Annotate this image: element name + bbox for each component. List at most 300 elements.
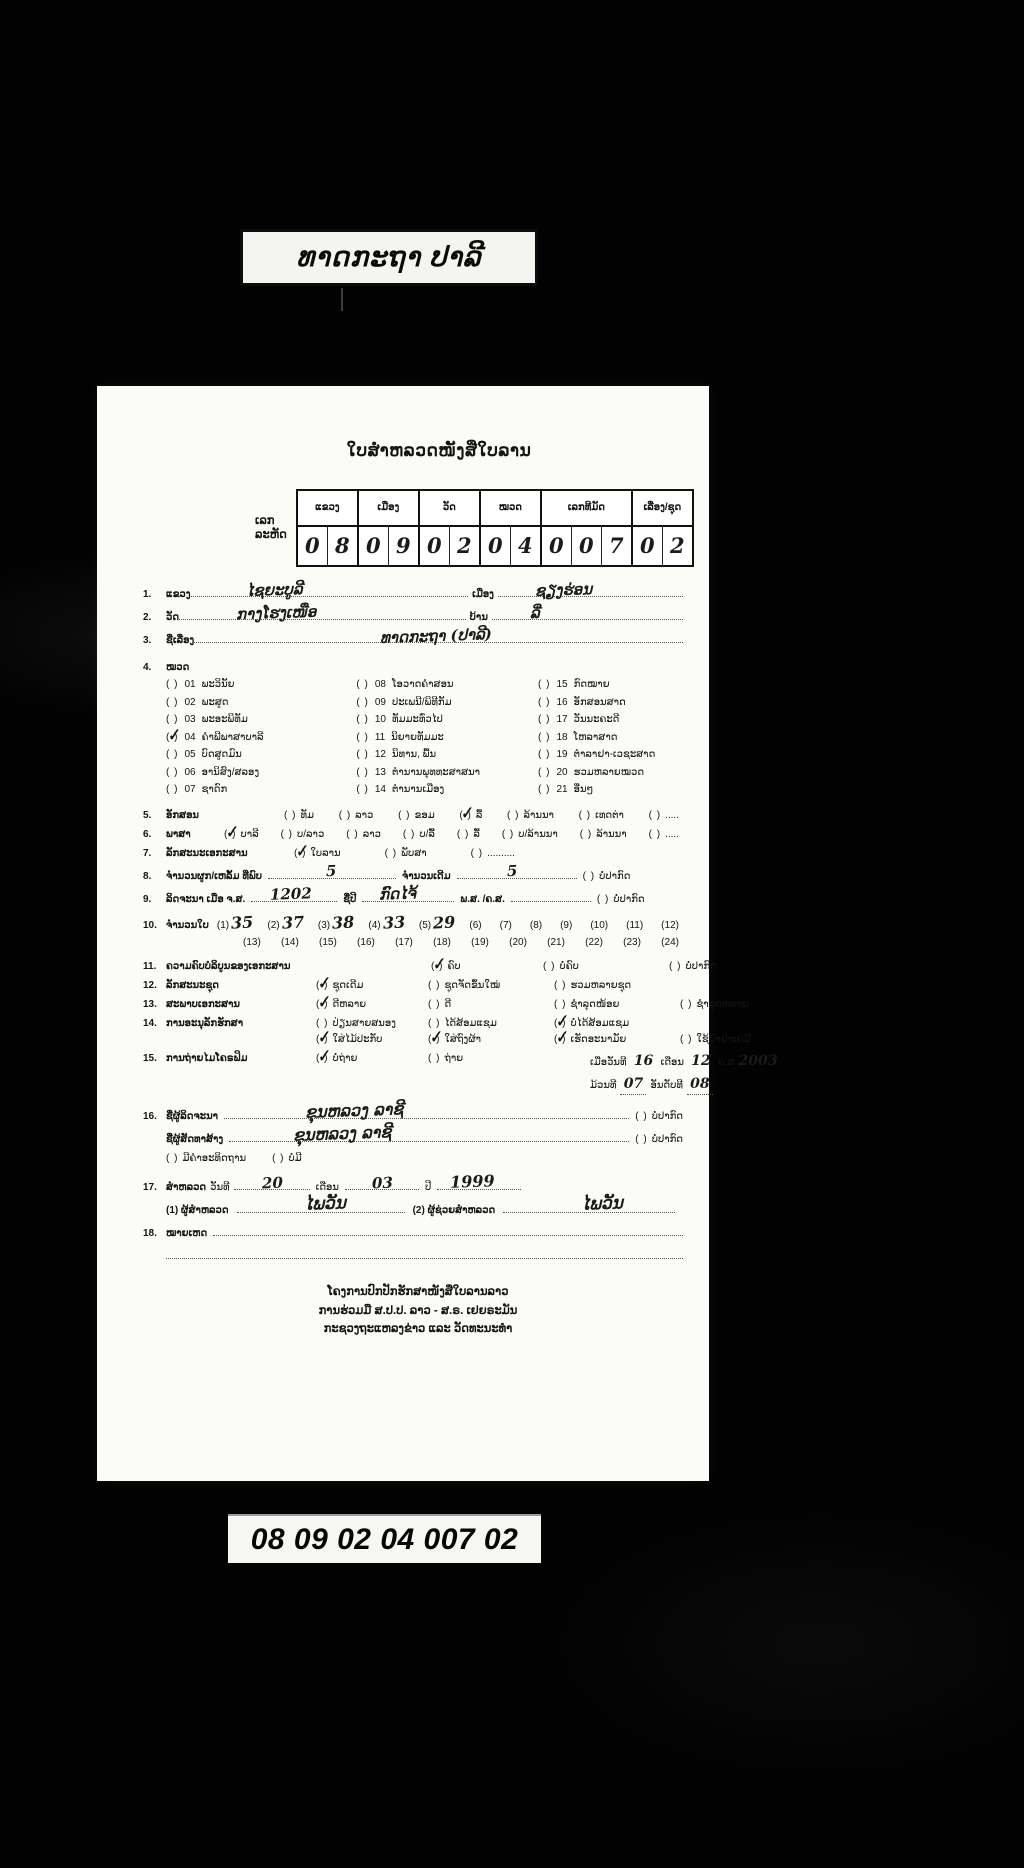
category-label: ພະອະພິທັມ (201, 714, 248, 726)
leaf-slot-number: (20) (509, 936, 527, 948)
leaf-slot-number: (2) (267, 919, 280, 931)
checkbox-option (166, 1153, 246, 1166)
leaf-slot (217, 913, 254, 933)
code-column (542, 491, 633, 565)
surveyor-label: (1) ຜູ້ສຳຫລວດ (166, 1205, 229, 1217)
date-written-label: ລິດຈະນາ ເມື່ອ ຈ.ສ. (166, 893, 246, 905)
checkbox-option (294, 848, 341, 861)
province-label: ແຂວງ (166, 589, 191, 601)
checkbox-checked (459, 810, 471, 823)
leaf-count-label: ຈຳນວນໃບ (166, 919, 209, 931)
checkbox (356, 784, 368, 797)
era-year-field (511, 890, 591, 902)
leaf-slot (500, 920, 516, 933)
code-table (296, 489, 694, 567)
leaf-count-handwritten: 38 (331, 912, 355, 933)
checkbox-option (431, 961, 543, 974)
temple-field (179, 602, 466, 623)
option-label: ໄດ້ສ້ອມແຊມ (444, 1018, 497, 1030)
form-line-4-header (143, 662, 683, 675)
category-label: ຮວມຫລາຍໝວດ (573, 766, 645, 778)
code-column (420, 491, 481, 565)
checkbox (356, 679, 368, 692)
line-number: 9. (143, 893, 152, 905)
checkbox (398, 810, 410, 823)
leaf-slot (243, 937, 265, 950)
checkbox-checked (431, 961, 443, 974)
leaf-slot-number: (14) (281, 936, 299, 948)
category-option (356, 679, 538, 692)
checkbox-option (339, 810, 374, 823)
category-option (538, 679, 683, 692)
top-title-label (240, 229, 538, 286)
code-digit: 2 (670, 533, 685, 559)
checkbox-option (428, 999, 554, 1012)
option-label: ບໍ່ປາກົດ (651, 1110, 683, 1122)
leaf-slot-number: (17) (395, 936, 413, 948)
preservation-options-row-1 (316, 1018, 680, 1031)
leaf-slot-number: (23) (623, 936, 641, 948)
checkbox-option (224, 829, 259, 842)
option-label: ..... (665, 828, 679, 840)
line-number: 3. (143, 635, 152, 647)
temple-handwritten: ກາງໂຮງເໜືອ (236, 602, 317, 623)
film-month-handwritten: 12 (691, 1052, 711, 1069)
province-field (191, 579, 469, 600)
checkbox (428, 980, 440, 993)
checkbox-option (398, 810, 435, 823)
leaf-slot-number: (7) (499, 919, 512, 931)
category-column-1 (166, 679, 356, 802)
code-digit-row (298, 527, 357, 565)
category-grid (166, 679, 683, 802)
category-option (356, 767, 538, 780)
option-label: ..... (665, 809, 679, 821)
checkbox (583, 871, 595, 884)
survey-year-handwritten: 1999 (449, 1171, 495, 1193)
leaf-slot (395, 937, 417, 950)
leaf-slot-number: (10) (590, 919, 609, 931)
code-column (359, 491, 420, 565)
checkbox (538, 697, 550, 710)
category-option (166, 784, 356, 797)
checkbox-option (316, 999, 428, 1012)
category-code: 12 (374, 749, 386, 761)
checkbox (635, 1111, 647, 1124)
option-label: ຊຸດຈັດຂຶ້ນໃໝ່ (444, 980, 501, 992)
leaf-slot-number: (16) (357, 936, 375, 948)
category-option (356, 714, 538, 727)
checkbox (428, 999, 440, 1012)
code-digit-row (481, 527, 540, 565)
leaf-slot (560, 920, 576, 933)
category-option (538, 697, 683, 710)
checkbox-checked (316, 1053, 328, 1066)
form-line-11 (143, 961, 717, 974)
category-code: 03 (184, 714, 196, 726)
option-label: ໃຊ້ນ້ຳຢາເຄມີ (696, 1033, 751, 1045)
category-column-2 (356, 679, 538, 802)
scribe-name-label: ຊື່ຜູ້ລິດຈະນາ (166, 1110, 219, 1122)
checkbox-option (316, 1053, 428, 1066)
category-option (356, 784, 538, 797)
option-label: ລື້ (475, 809, 483, 821)
category-code: 04 (184, 731, 196, 743)
leaf-slot (509, 937, 531, 950)
code-column-header: ເລກທີມັດ (542, 491, 631, 527)
category-code: 20 (556, 766, 568, 778)
checkbox (680, 999, 692, 1012)
leaf-slot-number: (3) (317, 919, 331, 931)
code-column (298, 491, 359, 565)
line-number: 12. (143, 980, 157, 992)
line-number: 16. (143, 1110, 157, 1122)
leaf-slot-number: (18) (433, 936, 451, 948)
checkbox-checked (294, 848, 306, 861)
bottom-code-text: 08 09 02 04 007 02 (250, 1522, 519, 1556)
title-of-text-field (194, 624, 683, 647)
checkbox-option (428, 1034, 554, 1047)
form-line-5 (143, 810, 683, 823)
option-label: ຊຸດເດີມ (332, 980, 364, 992)
line-number: 11. (143, 961, 157, 973)
leaf-slot (267, 913, 304, 933)
form-line-15 (143, 1052, 778, 1095)
not-found-option (583, 871, 631, 884)
leaf-slot (281, 937, 303, 950)
checkbox (554, 999, 566, 1012)
microfilm-label: ການຖ່າຍໄມໂຄຣຟິມ (166, 1052, 248, 1064)
option-label: ລາວ (355, 809, 374, 821)
survey-day-field (234, 1173, 310, 1192)
option-label: ໃສ່ໄມ້ປະກັບ (332, 1033, 383, 1045)
assistant-surveyor-label: (2) ຜູ້ຊ່ວຍສຳຫລວດ (412, 1205, 496, 1217)
checkbox-option (579, 810, 624, 823)
checkbox-option (316, 980, 428, 993)
checkbox (669, 961, 681, 974)
option-label: ພັບສາ (401, 847, 427, 859)
assistant-signature-field (503, 1193, 675, 1215)
checkbox (284, 810, 296, 823)
survey-form-paper (97, 386, 778, 1481)
category-code: 09 (374, 696, 386, 708)
category-label: ບົດສູດມົນ (201, 749, 242, 761)
leaf-slot (530, 920, 546, 933)
village-handwritten: ລີ່ (529, 603, 541, 622)
category-label: ຕຳນານພຸທທະສາສນາ (391, 766, 481, 778)
microfilm-roll-line (590, 1076, 778, 1095)
language-label: ພາສາ (166, 828, 191, 840)
checkbox (356, 714, 368, 727)
category-code: 07 (184, 784, 196, 796)
category-code: 18 (556, 731, 568, 743)
checkbox-checked (554, 1034, 566, 1047)
category-code: 19 (556, 749, 568, 761)
form-line-16a (143, 1099, 683, 1124)
checkbox-checked (224, 829, 236, 842)
completeness-label: ຄວາມຄົບບໍລິບູນຂອງເອກະສານ (166, 961, 291, 973)
option-label: ບໍ່ປາກົດ (685, 961, 717, 973)
leaf-slot (661, 937, 683, 950)
option-label: ເຮັດອະນາມັຍ (570, 1033, 627, 1045)
code-digit-row (542, 527, 631, 565)
leaf-slot-number: (15) (319, 936, 337, 948)
leaf-slot-number: (8) (529, 919, 543, 931)
option-label: ບໍ່ຄົບ (559, 961, 579, 973)
form-footer (153, 1283, 683, 1338)
line-number: 10. (143, 919, 157, 931)
survey-day-handwritten: 20 (262, 1173, 284, 1192)
checkbox-option (554, 1034, 680, 1047)
village-field (492, 603, 683, 622)
leaf-slot (623, 937, 645, 950)
leaf-slot (368, 913, 405, 933)
microfilm-date-line (590, 1053, 778, 1071)
form-line-14b (143, 1033, 751, 1047)
leaf-slot-number: (21) (547, 936, 565, 948)
code-digit: 0 (572, 527, 602, 565)
leaf-slot (585, 937, 607, 950)
category-option (538, 732, 683, 745)
line-number: 7. (143, 847, 152, 859)
category-code: 01 (184, 679, 196, 691)
option-label: ດີ (444, 999, 452, 1011)
set-type-options (316, 980, 680, 993)
year-name-field (362, 884, 454, 904)
leaf-slot (590, 920, 612, 933)
order-label: ອັນດັບທີ (650, 1080, 683, 1092)
condition-label: ສະພາບເອກະສານ (166, 999, 240, 1011)
document-type-label: ລັກສະນະເອກະສານ (166, 847, 248, 859)
fascicle-count-label: ຈຳນວນຜູກ/ເຫລັ້ມ ທີ່ພົບ (166, 870, 262, 882)
remarks-label: ໝາຍເຫດ (166, 1228, 208, 1240)
option-label: ບໍ່ປາກົດ (599, 870, 631, 882)
leaf-count-handwritten: 29 (432, 912, 456, 933)
leaf-slot (471, 937, 493, 950)
line-number: 14. (143, 1018, 157, 1030)
survey-label: ສຳຫລວດ (166, 1182, 207, 1194)
checkbox (649, 810, 661, 823)
preservation-options-row-2 (316, 1034, 806, 1047)
category-code: 10 (374, 714, 386, 726)
code-digit: 2 (457, 533, 472, 559)
category-label: ຊາດົກ (201, 784, 228, 796)
option-label: ລ້ານນາ (596, 828, 627, 840)
category-code: 14 (374, 784, 386, 796)
survey-month-label: ເດືອນ (315, 1182, 339, 1194)
code-digit: 0 (633, 527, 663, 565)
checkbox (272, 1153, 284, 1166)
category-section-label: ໝວດ (166, 661, 190, 673)
checkbox-option (284, 810, 314, 823)
checkbox (356, 767, 368, 780)
code-column-header: ເມືອງ (359, 491, 418, 527)
cs-year-handwritten: 1202 (269, 884, 313, 904)
category-column-3 (538, 679, 683, 802)
scribe-name-field (224, 1099, 629, 1122)
form-line-13 (143, 999, 749, 1012)
checkbox-option (428, 980, 554, 993)
checkbox-option (272, 1153, 302, 1166)
leaf-slot (357, 937, 379, 950)
leaf-slot-number: (5) (418, 919, 432, 931)
option-label: ບ/ລື້ (419, 828, 435, 840)
option-label: .......... (487, 847, 515, 859)
line-number: 4. (143, 661, 152, 673)
leaf-slot (318, 913, 355, 933)
checkbox (502, 829, 514, 842)
form-line-2 (143, 602, 683, 625)
option-label: ບາລີ (240, 828, 259, 840)
surveyor-signature: ໄພວັນ (303, 1193, 347, 1215)
code-column-header: ໝວດ (481, 491, 540, 527)
checkbox (635, 1134, 647, 1147)
checkbox-option (385, 848, 427, 861)
category-option (166, 679, 356, 692)
checkbox (554, 980, 566, 993)
category-option (538, 749, 683, 762)
line-number: 2. (143, 612, 152, 624)
checkbox (356, 732, 368, 745)
option-label: ທັມ (300, 809, 315, 821)
checkbox (538, 767, 550, 780)
code-table-section (255, 489, 683, 567)
category-option (356, 732, 538, 745)
category-label: ຕຳລາຢາ-ເວຊະສາດ (573, 749, 656, 761)
checkbox (471, 848, 483, 861)
preservation-label: ການອະນຸລັກຮັກສາ (166, 1018, 244, 1030)
remarks-field-2 (166, 1247, 683, 1259)
category-option (538, 714, 683, 727)
leaf-slot (661, 920, 683, 933)
code-digit: 0 (359, 527, 389, 565)
category-option (538, 767, 683, 780)
category-option (538, 784, 683, 797)
category-label: ໂຫລາສາດ (573, 731, 618, 743)
checkbox (385, 848, 397, 861)
label-hanger-line (341, 288, 343, 311)
code-digit: 8 (335, 533, 350, 559)
sponsor-name-handwritten: ຂຸນຫລວງ ລາຊີ (292, 1122, 392, 1145)
not-found-option (635, 1111, 683, 1124)
checkbox (538, 714, 550, 727)
category-label: ພະສູດ (201, 696, 229, 708)
option-label: ປ່ຽນສາຍສນອງ (332, 1018, 396, 1030)
leaf-slot-number: (19) (471, 936, 489, 948)
category-label: ວັນນະຄະດີ (573, 714, 620, 726)
option-label: ຮວມຫລາຍຊຸດ (570, 980, 632, 992)
cs-year-field (251, 884, 337, 904)
leaf-count-handwritten: 33 (382, 912, 406, 933)
year-name-label: ຊື່ປີ (343, 893, 357, 905)
option-label: ລາວ (362, 828, 381, 840)
checkbox (579, 810, 591, 823)
checkbox (339, 810, 351, 823)
form-line-17b (143, 1193, 683, 1218)
language-options (224, 829, 683, 842)
footer-cooperation: ການຮ່ວມມື ສ.ປ.ປ. ລາວ - ສ.ຣ. ເຢຍຣະມັນ (318, 1304, 518, 1317)
code-digit: 7 (609, 533, 624, 559)
checkbox-option (554, 980, 680, 993)
category-code: 15 (556, 679, 568, 691)
checkbox (166, 784, 178, 797)
category-label: ອັກສອນສາດ (573, 696, 626, 708)
category-label: ພະວິນັຍ (201, 679, 235, 691)
village-label: ບ້ານ (469, 612, 488, 624)
completeness-options (431, 961, 795, 974)
category-option (356, 749, 538, 762)
title-handwritten: ທາດກະຖາ (ປາລີ) (379, 624, 493, 647)
checkbox (597, 894, 609, 907)
leaf-slot-number: (12) (661, 919, 679, 931)
form-line-12 (143, 980, 683, 993)
option-label: ບໍ່ຖ່າຍ (332, 1052, 358, 1064)
checkbox (538, 679, 550, 692)
original-count-handwritten: 5 (506, 861, 518, 881)
category-label: ຕຳນານເມືອງ (391, 784, 445, 796)
leaf-count-handwritten: 35 (230, 912, 254, 933)
code-digit: 0 (481, 527, 511, 565)
category-label: ນິທານ, ພື້ນ (391, 749, 437, 761)
film-month-label: ເດືອນ (660, 1056, 684, 1068)
category-option (166, 767, 356, 780)
checkbox (538, 784, 550, 797)
district-handwritten: ຊຽງຮ່ອນ (534, 579, 593, 600)
checkbox (166, 679, 178, 692)
buddhist-era-label: ພ.ສ. /ຄ.ສ. (460, 893, 505, 905)
code-digit: 0 (542, 527, 572, 565)
sponsor-name-label: ຊື່ຜູ້ສັດທາສ້າງ (166, 1133, 224, 1145)
form-line-7 (143, 848, 683, 861)
option-label: ບ/ລ້ານນາ (518, 828, 558, 840)
survey-day-label: ວັນທີ (210, 1182, 230, 1194)
category-label: ກົດໝາຍ (573, 679, 610, 691)
leaf-slot (469, 920, 485, 933)
line-number: 8. (143, 870, 152, 882)
option-label: ຊຳລຸດຫລາຍ (696, 999, 749, 1011)
checkbox (649, 829, 661, 842)
checkbox (428, 1053, 440, 1066)
script-options (284, 810, 683, 823)
checkbox-option (507, 810, 554, 823)
category-label: ປະເພນີ/ພິທີກັມ (391, 696, 452, 708)
category-code: 08 (374, 679, 386, 691)
province-handwritten: ໄຊຍະບູລີ (245, 579, 303, 600)
form-line-6 (143, 829, 683, 842)
option-label: ໃບລານ (310, 847, 341, 859)
form-line-10b (143, 937, 683, 950)
option-label: ບໍ່ມີ (288, 1152, 302, 1164)
option-label: ຄົບ (447, 961, 461, 973)
checkbox-option (428, 1053, 554, 1066)
checkbox-checked (316, 999, 328, 1012)
form-line-9 (143, 884, 683, 907)
leaf-slot-number: (11) (626, 919, 644, 931)
line-number: 6. (143, 828, 152, 840)
category-label: ໂອວາດຄຳສອນ (391, 679, 454, 691)
checkbox-checked (316, 1034, 328, 1047)
temple-label: ວັດ (166, 612, 180, 624)
checkbox-option (316, 1018, 428, 1031)
leaf-slot (547, 937, 569, 950)
checkbox-option (346, 829, 381, 842)
film-era-label: ຄ.ສ (717, 1056, 735, 1068)
checkbox (346, 829, 358, 842)
category-code: 02 (184, 696, 196, 708)
option-label: ລ້ານນາ (523, 809, 554, 821)
film-year-handwritten: 2003 (738, 1052, 778, 1069)
category-option (166, 749, 356, 762)
